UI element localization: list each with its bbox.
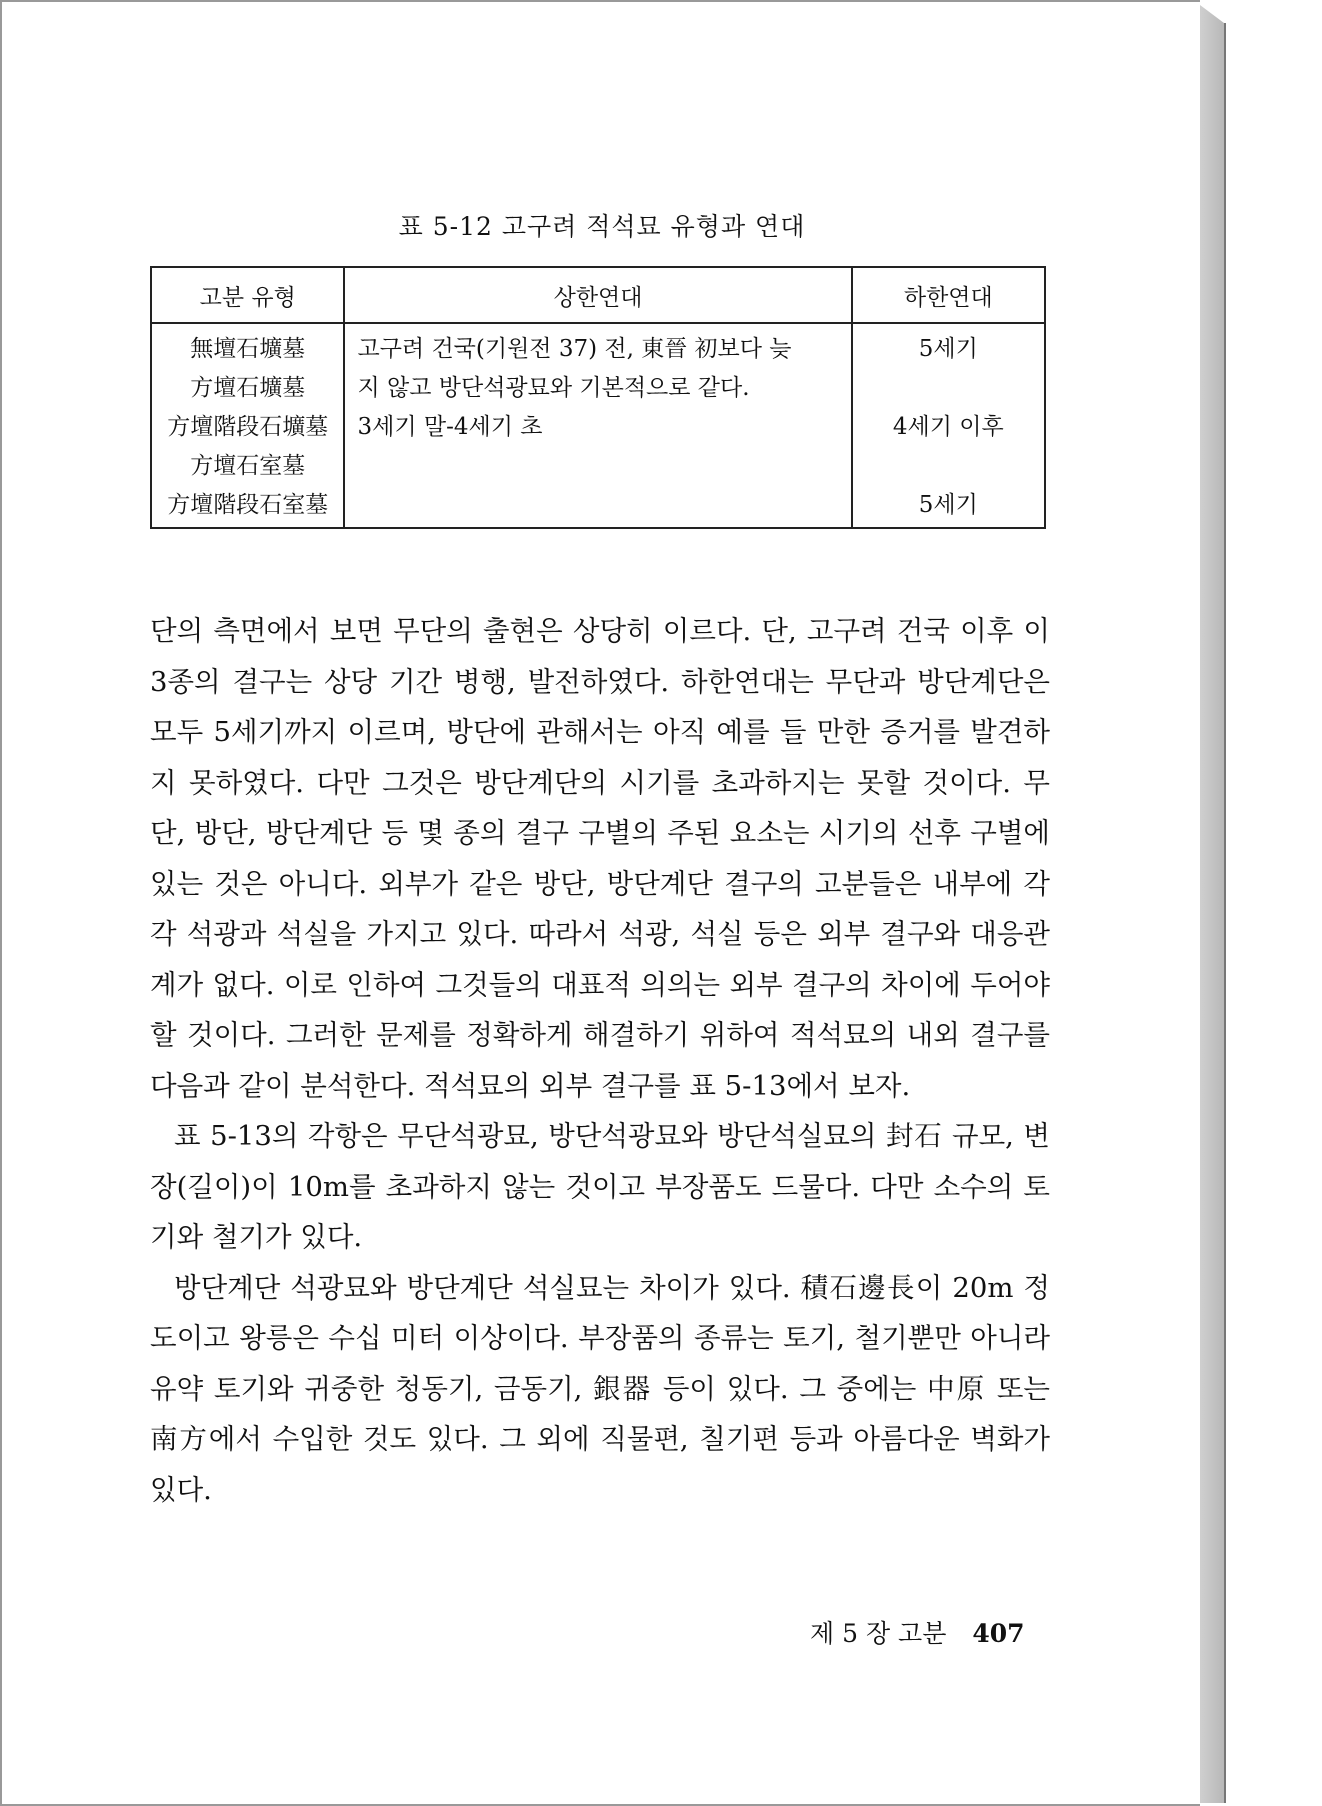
lower-date-column xyxy=(852,323,1045,528)
upper-date-cell xyxy=(345,486,850,525)
paragraph: 표 5-13의 각항은 무단석광묘, 방단석광묘와 방단석실묘의 封石 규모, 변장(길이)이 10m를 초과하지 않는 것이고 부장품도 드물다. 다만 소수의 토기와 철기가 있다. xyxy=(150,1120,1050,1253)
table-caption: 표 5-12 고구려 적석묘 유형과 연대 xyxy=(398,212,806,241)
upper-date-cell xyxy=(345,447,850,486)
paragraph: 방단계단 석광묘와 방단계단 석실묘는 차이가 있다. 積石邊長이 20m 정도이고 왕릉은 수십 미터 이상이다. 부장품의 종류는 토기, 철기뿐만 아니라 유약 토기와 귀중한 청동기, 금동기, 銀器 등이 있다. 그 중에는 中原 또는 南方에서 수입한 것도 있다. 그 외에 직물편, 칠기편 등과 아름다운 벽화가 있다. xyxy=(150,1271,1050,1506)
lower-date-cell: 5세기 xyxy=(918,492,978,518)
type-cell: 方壇階段石室墓 xyxy=(167,492,329,518)
upper-date-cell: 고구려 건국(기원전 37) 전, 東晉 初보다 늦 xyxy=(357,336,792,362)
type-cell: 無壇石壙墓 xyxy=(190,336,306,362)
type-cell: 方壇石室墓 xyxy=(190,453,306,479)
type-column xyxy=(151,323,344,528)
body-text xyxy=(150,606,1050,1515)
lower-date-cell: 4세기 이후 xyxy=(892,414,1004,440)
chapter-title: 제 5 장 고분 xyxy=(810,1619,947,1648)
upper-date-cell: 3세기 말-4세기 초 xyxy=(357,414,543,440)
lower-date-cell: 5세기 xyxy=(918,336,978,362)
type-cell: 方壇階段石壙墓 xyxy=(167,414,329,440)
upper-date-column xyxy=(344,323,851,528)
header-type: 고분 유형 xyxy=(151,267,344,323)
page-stack-edge xyxy=(1200,5,1224,1803)
upper-date-cell: 지 않고 방단석광묘와 기본적으로 같다. xyxy=(357,375,750,401)
page-number: 407 xyxy=(972,1619,1025,1648)
lower-date-cell xyxy=(853,369,1044,408)
lower-date-cell xyxy=(853,447,1044,486)
type-cell: 方壇石壙墓 xyxy=(190,375,306,401)
table-row xyxy=(151,323,1045,528)
data-table xyxy=(150,266,1046,529)
table-header-row xyxy=(151,267,1045,323)
paragraph: 단의 측면에서 보면 무단의 출현은 상당히 이르다. 단, 고구려 건국 이후 이 3종의 결구는 상당 기간 병행, 발전하였다. 하한연대는 무단과 방단계단은 모두 5세기까지 이르며, 방단에 관해서는 아직 예를 들 만한 증거를 발견하지 못하였다. 다만 그것은 방단계단의 시기를 초과하지는 못할 것이다. 무단, 방단, 방단계단 등 몇 종의 결구 구별의 주된 요소는 시기의 선후 구별에 있는 것은 아니다. 외부가 같은 방단, 방단계단 결구의 고분들은 내부에 각각 석광과 석실을 가지고 있다. 따라서 석광, 석실 등은 외부 결구와 대응관계가 없다. 이로 인하여 그것들의 대표적 의의는 외부 결구의 차이에 두어야 할 것이다. 그러한 문제를 정확하게 해결하기 위하여 적석묘의 내외 결구를 다음과 같이 분석한다. 적석묘의 외부 결구를 표 5-13에서 보자. xyxy=(150,615,1050,1102)
header-lower-date: 하한연대 xyxy=(852,267,1045,323)
page-footer xyxy=(810,1614,1025,1650)
page-stack-border xyxy=(1224,23,1226,1803)
header-upper-date: 상한연대 xyxy=(344,267,851,323)
